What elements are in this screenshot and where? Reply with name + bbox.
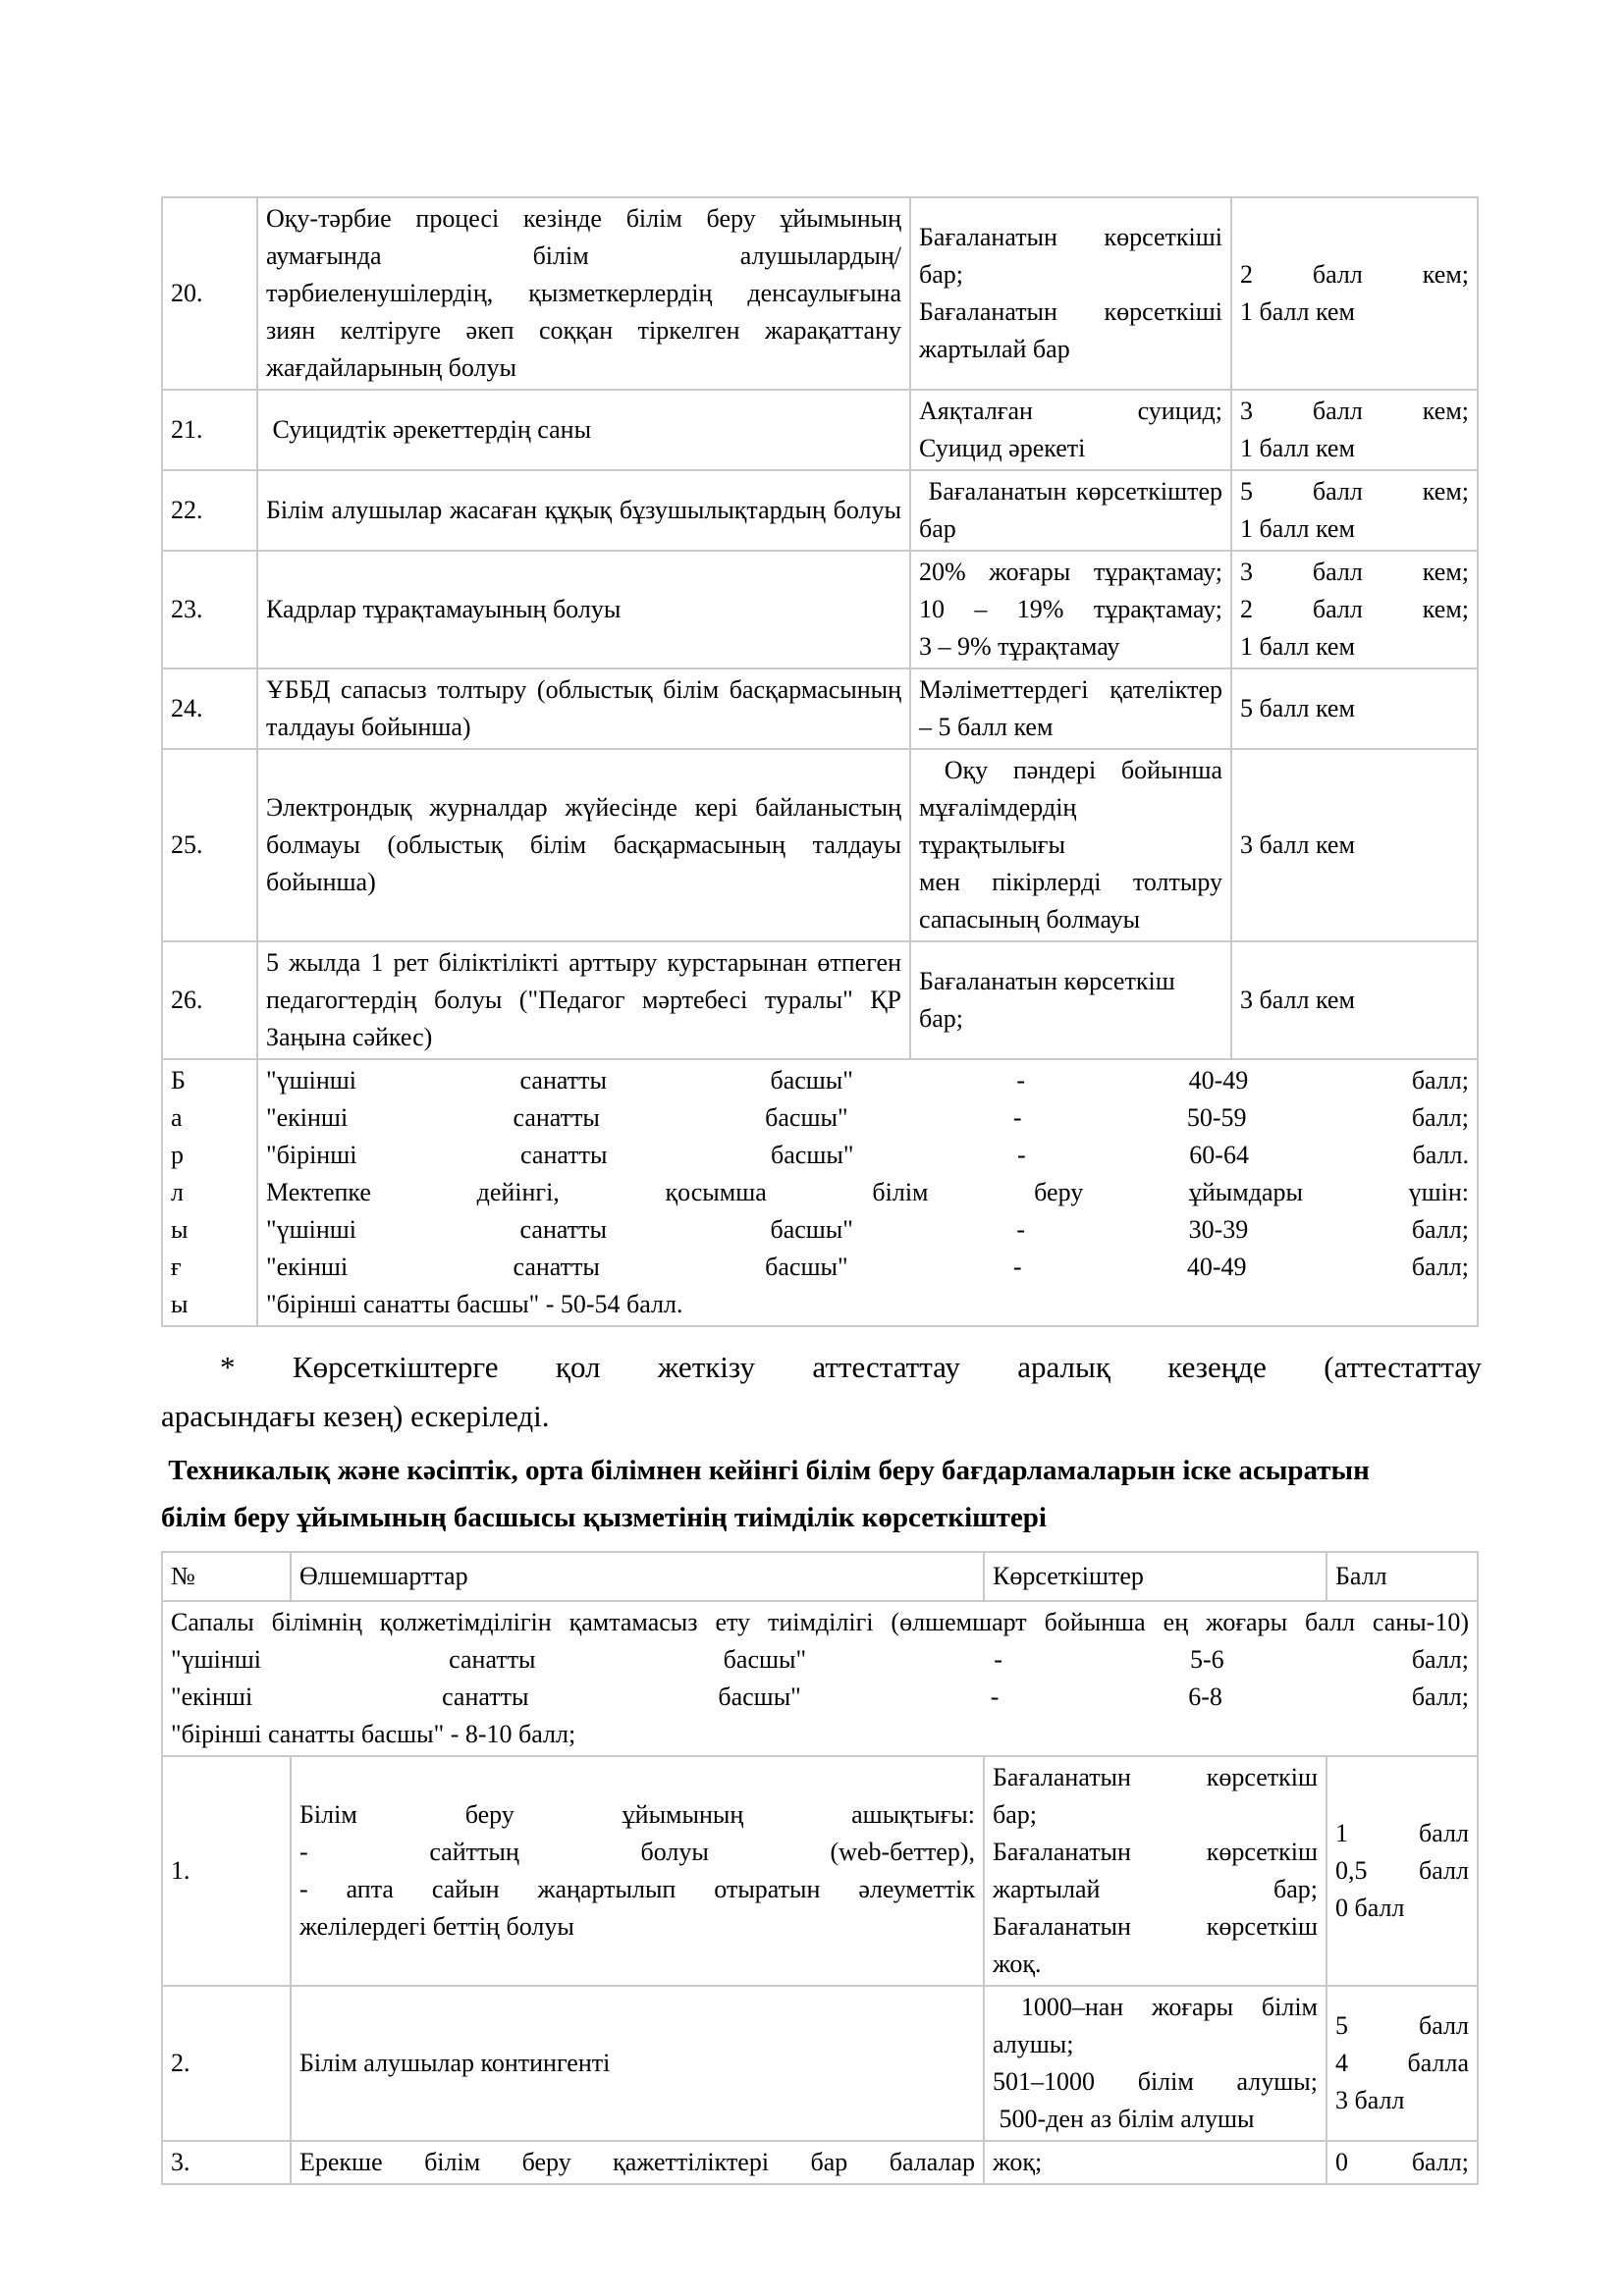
text-line: 500-ден аз білім алушы	[993, 2105, 1255, 2133]
text-line: 3 – 9% тұрақтамау	[919, 632, 1120, 661]
table-row-24	[162, 668, 1478, 749]
score-cell	[1231, 749, 1478, 941]
text-line: жартылай бар;	[993, 1875, 1318, 1903]
score-cell	[1231, 197, 1478, 390]
text-line: Бағаланатын көрсеткіш	[993, 1838, 1318, 1866]
text-line: л	[171, 1178, 184, 1206]
text-line: Аяқталған суицид;	[919, 397, 1222, 425]
criteria-cell	[257, 551, 910, 668]
text-line: бар;	[919, 260, 963, 289]
text-line: Техникалық және кәсіптік, орта білімнен кейінгі білім беру бағдарламаларын іске асыратын	[161, 1455, 1370, 1486]
text-line: 501–1000 білім алушы;	[993, 2067, 1318, 2096]
criteria-table-continuation	[161, 196, 1479, 1327]
text-line: 5 балл	[1335, 2011, 1469, 2040]
criteria-cell	[257, 941, 910, 1059]
text-line: * Көрсеткіштерге қол жеткізу аттестаттау аралық кезеңде (аттестаттау	[220, 1350, 1482, 1384]
text-line: 2 балл кем;	[1240, 595, 1469, 623]
table-row-23	[162, 551, 1478, 668]
text-line: 3 балл кем;	[1240, 558, 1469, 586]
text-line: "үшінші санатты басшы" - 30-39 балл;	[266, 1215, 1469, 1244]
text-line: 5 балл кем;	[1240, 477, 1469, 506]
text-line: "үшінші санатты басшы" - 40-49 балл;	[266, 1066, 1469, 1095]
criteria-cell	[257, 749, 910, 941]
text-line: Бағаланатын көрсеткіштер	[919, 477, 1222, 506]
indicators-cell	[984, 1986, 1326, 2141]
text-line: Мектепке дейінгі, қосымша білім беру ұйымдары үшін:	[266, 1178, 1469, 1206]
row-number-cell: 3.	[162, 2141, 291, 2184]
row-number-cell: 22.	[162, 470, 257, 551]
text-line: желілердегі беттің болуы	[299, 1912, 574, 1941]
table-header-row	[162, 1552, 1478, 1601]
text-line: 0 балл;	[1335, 2148, 1469, 2176]
text-line: жоқ;	[993, 2148, 1043, 2176]
indicators-cell	[910, 551, 1231, 668]
text-line: Сапалы білімнің қолжетімділігін қамтамасыз ету тиімділігі (өлшемшарт бойынша ең жоғары балл саны-10)	[171, 1608, 1469, 1636]
score-cell	[1231, 470, 1478, 551]
text-line: тәрбиеленушілердің, қызметкерлердің денсаулығына	[266, 279, 901, 307]
table-row-26	[162, 941, 1478, 1059]
text-line: "үшінші санатты басшы" - 5-6 балл;	[171, 1645, 1469, 1674]
text-line: Суицидтік әрекеттердің саны	[266, 415, 592, 444]
table-row-1	[162, 1756, 1478, 1986]
row-number-cell: 23.	[162, 551, 257, 668]
indicators-cell	[984, 2141, 1326, 2184]
text-line: 4 балла	[1335, 2049, 1469, 2077]
text-line: Ерекше білім беру қажеттіліктері бар балалар	[299, 2148, 975, 2176]
text-line: Бағаланатын көрсеткіші	[919, 223, 1222, 251]
text-line: 1 балл кем	[1240, 434, 1355, 462]
text-line: "бірінші санатты басшы" - 8-10 балл;	[171, 1720, 576, 1748]
text-line: талдауы бойынша)	[266, 713, 471, 741]
score-cell	[1231, 390, 1478, 470]
text-line: Білім алушылар жасаған құқық бұзушылықтардың болуы	[266, 496, 901, 524]
row-number-cell: 26.	[162, 941, 257, 1059]
total-label-vertical	[162, 1059, 257, 1326]
score-cell	[1326, 2141, 1478, 2184]
text-line: Мәліметтердегі қателіктер	[919, 675, 1222, 704]
text-line: Бағаланатын көрсеткіші	[919, 297, 1222, 326]
text-line: Бағаланатын көрсеткіш	[993, 1912, 1318, 1941]
criteria-cell	[257, 390, 910, 470]
table-row-22	[162, 470, 1478, 551]
header-score: Балл	[1326, 1552, 1478, 1601]
text-line: - сайттың болуы (web-беттер),	[299, 1838, 975, 1866]
text-line: Оқу-тәрбие процесі кезінде білім беру ұйымының	[266, 204, 901, 233]
indicators-cell	[910, 197, 1231, 390]
text-line: 5 балл кем	[1240, 694, 1355, 722]
table-row-21	[162, 390, 1478, 470]
header-indicators: Көрсеткіштер	[984, 1552, 1326, 1601]
text-line: Білім алушылар контингенті	[299, 2049, 611, 2077]
row-number-cell: 20.	[162, 197, 257, 390]
text-line: 0,5 балл	[1335, 1856, 1469, 1885]
criteria-cell	[291, 1756, 984, 1986]
text-line: 3 балл	[1335, 2086, 1405, 2114]
section-heading	[161, 1447, 1536, 1541]
score-cell	[1326, 1756, 1478, 1986]
text-line: 1 балл кем	[1240, 514, 1355, 543]
criteria-cell	[291, 2141, 984, 2184]
indicators-cell	[910, 749, 1231, 941]
indicators-cell	[910, 390, 1231, 470]
text-line: "екінші санатты басшы" - 40-49 балл;	[266, 1253, 1469, 1281]
text-line: 1 балл кем	[1240, 297, 1355, 326]
score-cell	[1326, 1986, 1478, 2141]
text-line: 2 балл кем;	[1240, 260, 1469, 289]
table-row-20	[162, 197, 1478, 390]
total-row	[162, 1059, 1478, 1326]
text-line: бар	[919, 514, 956, 543]
row-number-cell: 1.	[162, 1756, 291, 1986]
text-line: 0 балл	[1335, 1894, 1405, 1922]
table-row-2	[162, 1986, 1478, 2141]
text-line: жартылай бар	[919, 335, 1070, 363]
text-line: р	[171, 1141, 184, 1169]
text-line: бар;	[993, 1800, 1037, 1829]
text-line: 3 балл кем	[1240, 830, 1355, 859]
indicators-cell	[910, 941, 1231, 1059]
text-line: 3 балл кем	[1240, 986, 1355, 1014]
text-line: "бірінші санатты басшы" - 60-64 балл.	[266, 1141, 1469, 1169]
header-number: №	[162, 1552, 291, 1601]
text-line: Суицид әрекеті	[919, 434, 1086, 462]
text-line: Бағаланатын көрсеткіш	[993, 1763, 1318, 1791]
criteria-cell	[257, 197, 910, 390]
text-line: жағдайларының болуы	[266, 353, 516, 382]
text-line: ы	[171, 1290, 189, 1318]
text-line: Заңына сәйкес)	[266, 1023, 433, 1051]
text-line: сапасының болмауы	[919, 905, 1141, 934]
text-line: зиян келтіруге әкеп соққан тіркелген жарақаттану	[266, 316, 901, 345]
indicators-cell	[984, 1756, 1326, 1986]
score-cell	[1231, 551, 1478, 668]
table-row-3	[162, 2141, 1478, 2184]
row-number-cell: 21.	[162, 390, 257, 470]
criteria-cell	[257, 470, 910, 551]
text-line: а	[171, 1103, 183, 1132]
text-line: алушы;	[993, 2030, 1074, 2058]
effectiveness-table	[161, 1551, 1479, 2185]
text-line: мен пікірлерді толтыру	[919, 868, 1222, 896]
text-line: жоқ.	[993, 1949, 1042, 1978]
text-line: "екінші санатты басшы" - 6-8 балл;	[171, 1682, 1469, 1711]
text-line: - апта сайын жаңартылып отыратын әлеуметтік	[299, 1875, 975, 1903]
text-line: ы	[171, 1215, 189, 1244]
text-line: болмауы (облыстық білім басқармасының талдауы	[266, 830, 901, 859]
text-line: Кадрлар тұрақтамауының болуы	[266, 595, 622, 623]
text-line: Оқу пәндері бойынша	[919, 756, 1223, 784]
text-line: "бірінші санатты басшы" - 50-54 балл.	[266, 1290, 683, 1318]
intro-cell	[162, 1601, 1478, 1756]
text-line: 1000–нан жоғары білім	[993, 1993, 1318, 2021]
text-line: Б	[171, 1066, 186, 1095]
row-number-cell: 25.	[162, 749, 257, 941]
text-line: 5 жылда 1 рет біліктілікті арттыру курстарынан өтпеген	[266, 948, 901, 977]
text-line: аумағында білім алушылардың/	[266, 241, 901, 270]
row-number-cell: 2.	[162, 1986, 291, 2141]
text-line: 1 балл кем	[1240, 632, 1355, 661]
text-line: мұғалімдердің тұрақтылығы	[919, 793, 1083, 859]
intro-row	[162, 1601, 1478, 1756]
text-line: педагогтердің болуы ("Педагог мәртебесі туралы" ҚР	[266, 986, 901, 1014]
score-cell	[1231, 941, 1478, 1059]
text-line: ғ	[171, 1253, 182, 1281]
indicators-cell	[910, 470, 1231, 551]
criteria-cell	[257, 668, 910, 749]
text-line: 10 – 19% тұрақтамау;	[919, 595, 1222, 623]
text-line: Бағаланатын көрсеткіш бар;	[919, 967, 1182, 1033]
text-line: "екінші санатты басшы" - 50-59 балл;	[266, 1103, 1469, 1132]
text-line: арасындағы кезең) ескеріледі.	[161, 1399, 550, 1433]
text-line: 3 балл кем;	[1240, 397, 1469, 425]
indicators-cell	[910, 668, 1231, 749]
text-line: ҰББД сапасыз толтыру (облыстық білім басқармасының	[266, 675, 901, 704]
score-cell	[1231, 668, 1478, 749]
text-line: 20% жоғары тұрақтамау;	[919, 558, 1222, 586]
table-row-25	[162, 749, 1478, 941]
text-line: Білім беру ұйымының ашықтығы:	[299, 1800, 975, 1829]
text-line: бойынша)	[266, 868, 376, 896]
header-criteria: Өлшемшарттар	[291, 1552, 984, 1601]
criteria-cell	[291, 1986, 984, 2141]
text-line: Электрондық журналдар жүйесінде кері байланыстың	[266, 793, 901, 822]
footnote-paragraph	[161, 1343, 1482, 1441]
text-line: – 5 балл кем	[919, 713, 1054, 741]
text-line: білім беру ұйымының басшысы қызметінің тиімділік көрсеткіштері	[161, 1502, 1047, 1533]
total-content-cell	[257, 1059, 1478, 1326]
text-line: 1 балл	[1335, 1819, 1469, 1847]
row-number-cell: 24.	[162, 668, 257, 749]
